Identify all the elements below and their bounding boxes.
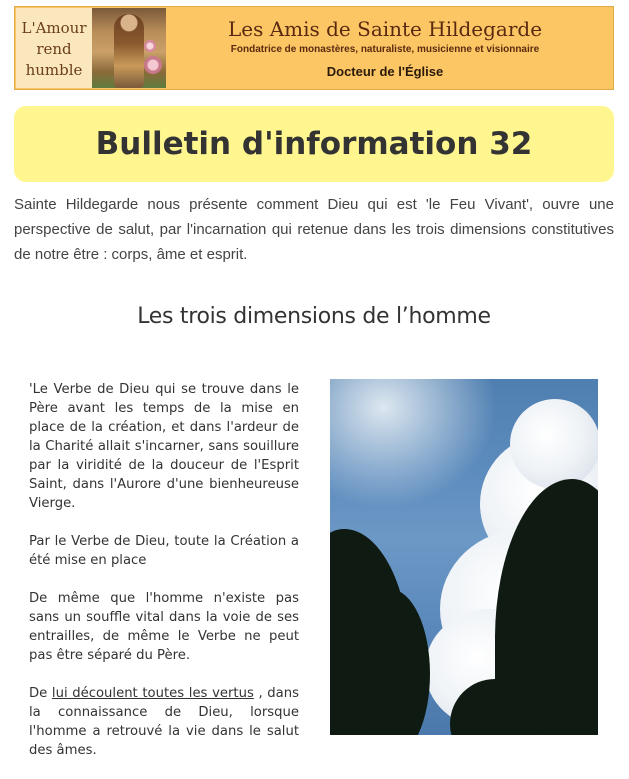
bulletin-banner — [14, 106, 614, 182]
site-tagline: Fondatrice de monastères, naturaliste, musicienne et visionnaire — [230, 44, 540, 55]
bulletin-title: Bulletin d'information 32 — [95, 126, 533, 162]
flower-icon — [144, 40, 156, 52]
paragraph: 'Le Verbe de Dieu qui se trouve dans le Père avant les temps de la mise en place de la création, et dans l'ardeur de la Charité allait s'incarner, sans souillure par la viridité de la douceur de l'Esprit Saint, dans l'Aurore d'une bienheureuse Vierge. — [29, 382, 299, 511]
section-title: Les trois dimensions de l’homme — [137, 304, 491, 329]
motto-box — [16, 8, 92, 88]
motto-line-3: humble — [25, 61, 83, 79]
paragraph-prefix: De — [29, 686, 52, 701]
tree-silhouette — [350, 589, 430, 735]
motto-line-1: L'Amour — [21, 19, 87, 37]
site-subtitle: Docteur de l'Église — [326, 64, 444, 79]
site-title[interactable]: Les Amis de Sainte Hildegarde — [227, 17, 543, 41]
paragraph-suffix: , dans la connaissance de Dieu, lorsque l'homme a retrouvé la vie dans le salut des âmes. — [29, 686, 299, 758]
motto-line-2: rend — [36, 40, 72, 58]
paragraph-last — [29, 684, 299, 760]
section-body — [29, 380, 299, 779]
virtues-link[interactable]: lui découlent toutes les vertus — [51, 686, 254, 701]
paragraph: Par le Verbe de Dieu, toute la Création a été mise en place — [29, 534, 299, 568]
statue-figure — [114, 14, 144, 88]
paragraph: De même que l'homme n'existe pas sans un souffle vital dans la voie de ses entrailles, de même le Verbe ne peut pas être séparé du Père. — [29, 591, 299, 663]
intro-text: Sainte Hildegarde nous présente comment Dieu qui est 'le Feu Vivant', ouvre une perspective de salut, par l'incarnation qui retenue dans les trois dimensions constitutives de notre être : corps, âme et esprit. — [14, 196, 614, 263]
sky-cloud-photo — [330, 379, 598, 735]
saint-statue-image — [92, 8, 166, 88]
cloud-shape — [510, 399, 598, 489]
flower-icon — [144, 56, 162, 74]
site-header — [14, 6, 614, 90]
